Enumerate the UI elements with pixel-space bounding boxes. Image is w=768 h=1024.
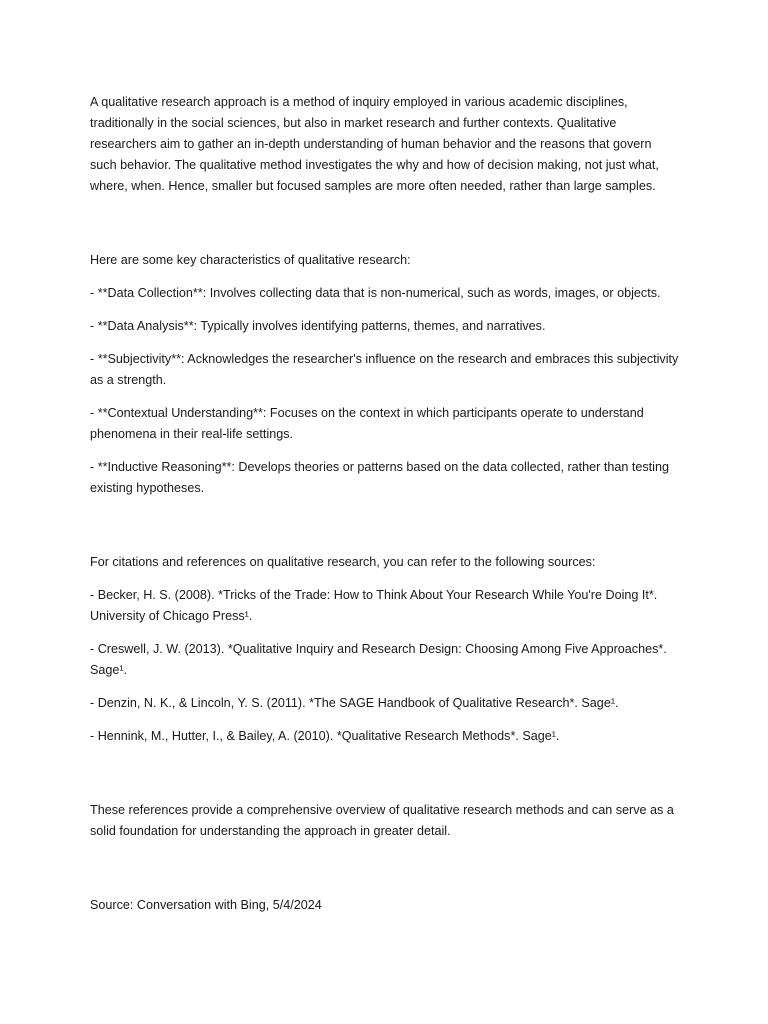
reference-item-creswell: - Creswell, J. W. (2013). *Qualitative Inquiry and Research Design: Choosing Among Five Approaches*. Sage¹. xyxy=(90,642,667,677)
closing-paragraph: These references provide a comprehensive overview of qualitative research methods and can serve as a solid foundation for understanding the approach in greater detail. xyxy=(90,803,674,838)
characteristic-item-subjectivity: - **Subjectivity**: Acknowledges the researcher's influence on the research and embraces this subjectivity as a strength. xyxy=(90,352,679,387)
characteristic-item-contextual-understanding: - **Contextual Understanding**: Focuses on the context in which participants operate to understand phenomena in their real-life settings. xyxy=(90,406,644,441)
characteristics-heading: Here are some key characteristics of qualitative research: xyxy=(90,253,411,267)
reference-item-hennink: - Hennink, M., Hutter, I., & Bailey, A. (2010). *Qualitative Research Methods*. Sage¹. xyxy=(90,729,560,743)
reference-item-becker: - Becker, H. S. (2008). *Tricks of the Trade: How to Think About Your Research While You're Doing It*. University of Chicago Press¹. xyxy=(90,588,658,623)
reference-item-denzin: - Denzin, N. K., & Lincoln, Y. S. (2011). *The SAGE Handbook of Qualitative Research*. Sage¹. xyxy=(90,696,619,710)
source-line: Source: Conversation with Bing, 5/4/2024 xyxy=(90,898,322,912)
document-page xyxy=(90,92,680,916)
references-heading: For citations and references on qualitative research, you can refer to the following sources: xyxy=(90,555,596,569)
characteristic-item-inductive-reasoning: - **Inductive Reasoning**: Develops theories or patterns based on the data collected, rather than testing existing hypotheses. xyxy=(90,460,669,495)
intro-paragraph: A qualitative research approach is a method of inquiry employed in various academic disciplines, traditionally in the social sciences, but also in market research and further contexts. Qualitative researchers aim to gather an in-depth understanding of human behavior and the reasons that govern such behavior. The qualitative method investigates the why and how of decision making, not just what, where, when. Hence, smaller but focused samples are more often needed, rather than large samples. xyxy=(90,95,659,193)
characteristic-item-data-collection: - **Data Collection**: Involves collecting data that is non-numerical, such as words, images, or objects. xyxy=(90,286,661,300)
characteristic-item-data-analysis: - **Data Analysis**: Typically involves identifying patterns, themes, and narratives. xyxy=(90,319,546,333)
